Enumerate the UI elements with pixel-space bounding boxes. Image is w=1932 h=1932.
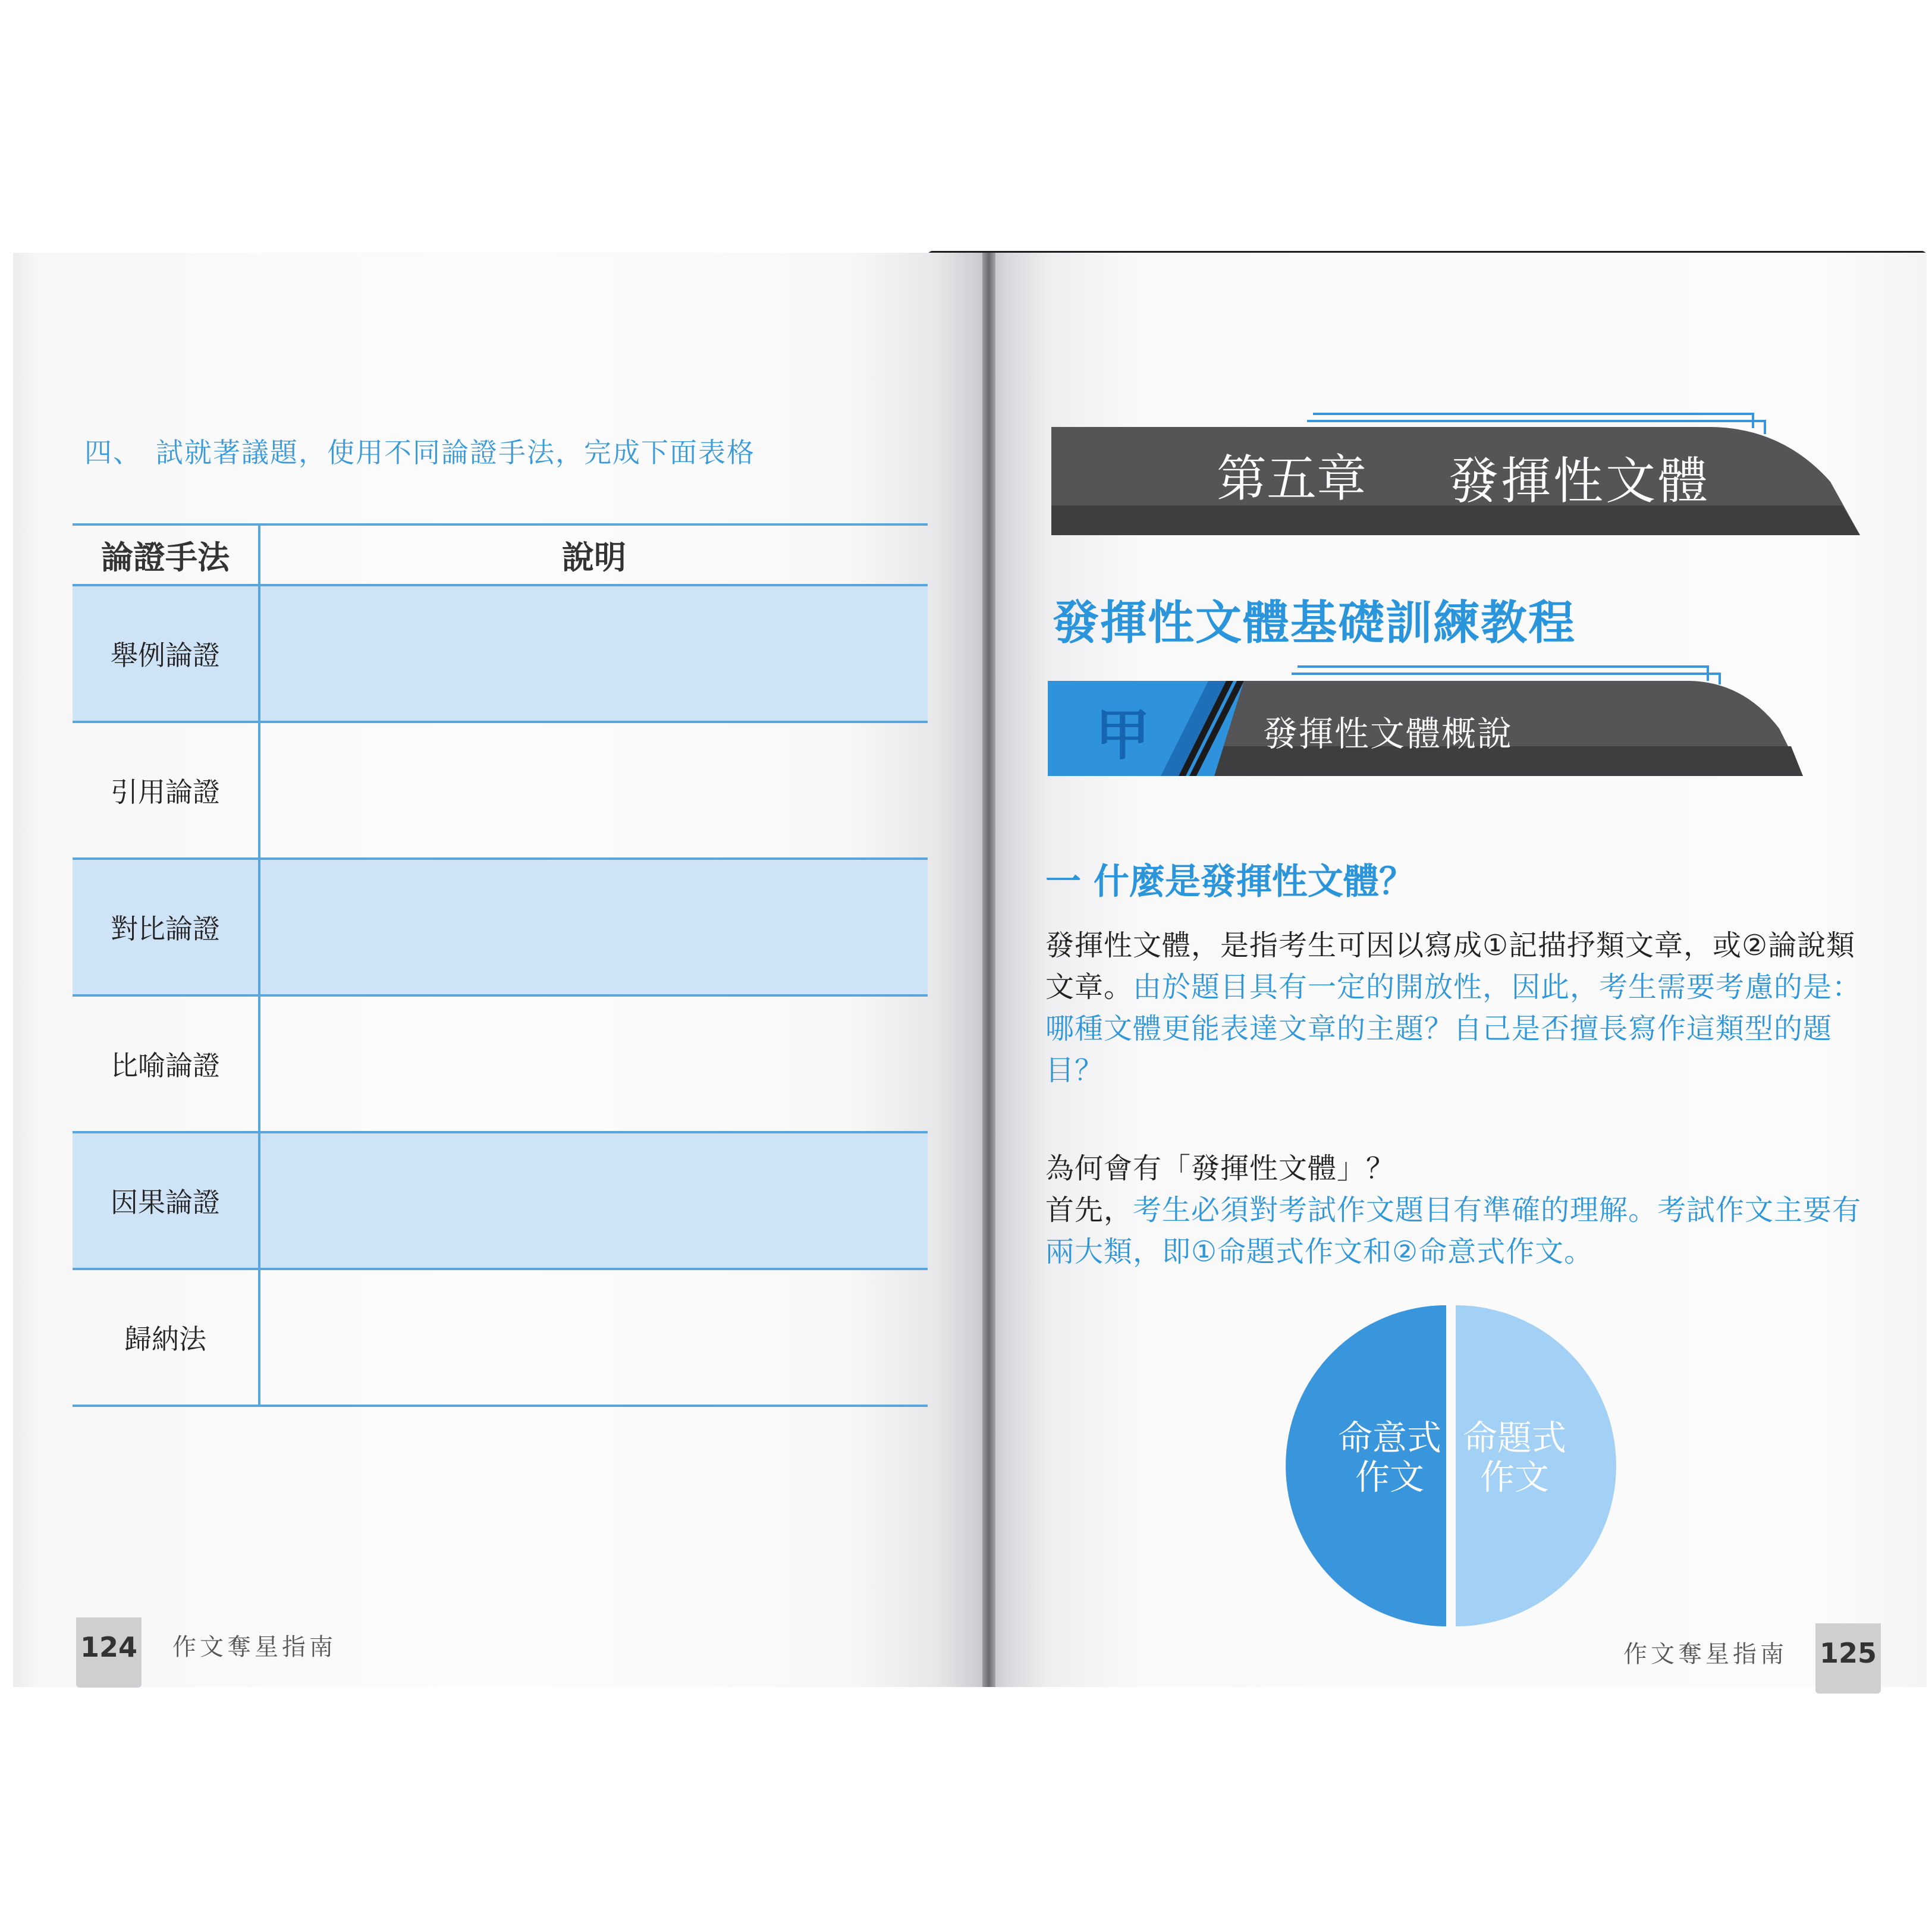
book-gutter	[982, 253, 995, 1687]
definition-paragraph	[1045, 925, 1878, 1091]
reason-paragraph	[1045, 1148, 1878, 1273]
paragraph-highlight: 由於題目具有一定的開放性，因此，考生需要考慮的是：哪種文體更能表達文章的主題？自己是否擅長寫作這類型的題目？	[1045, 970, 1862, 1087]
explanation-cell[interactable]	[259, 995, 928, 1132]
paragraph-text: 發揮性文體，是指考生可因以寫成①記描抒類文章，或②論說類文章。	[1045, 929, 1856, 1004]
pie-label-line: 作文	[1480, 1457, 1550, 1497]
exercise-heading	[84, 431, 755, 470]
explanation-cell[interactable]	[259, 1269, 928, 1406]
explanation-cell[interactable]	[259, 585, 928, 722]
pie-svg	[1284, 1299, 1617, 1632]
chapter-banner	[1051, 410, 1860, 541]
table-row	[73, 722, 928, 859]
pie-label-right	[1463, 1418, 1566, 1497]
argument-methods-table	[73, 523, 928, 1407]
subsection-title: 發揮性文體概說	[1263, 714, 1513, 754]
table-row	[73, 995, 928, 1132]
method-cell: 因果論證	[73, 1132, 259, 1269]
pie-label-line: 命意式	[1338, 1418, 1442, 1458]
question-heading	[1045, 853, 1415, 904]
paragraph-lead: 首先，	[1045, 1193, 1133, 1227]
subsection-banner	[1048, 663, 1803, 782]
section-title: 發揮性文體基礎訓練教程	[1053, 596, 1576, 650]
header-method: 論證手法	[73, 524, 259, 585]
question-text: 什麼是發揮性文體？	[1093, 861, 1415, 903]
pie-label-line: 命題式	[1463, 1418, 1567, 1458]
table-row	[73, 859, 928, 995]
method-cell: 對比論證	[73, 859, 259, 995]
method-cell: 歸納法	[73, 1269, 259, 1406]
explanation-cell[interactable]	[259, 722, 928, 859]
pie-label-line: 作文	[1355, 1457, 1425, 1497]
table-header-row	[73, 524, 928, 585]
left-page-number: 124	[76, 1617, 142, 1688]
explanation-cell[interactable]	[259, 859, 928, 995]
left-book-title: 作文奪星指南	[172, 1633, 337, 1661]
paragraph-question: 為何會有「發揮性文體」？	[1045, 1152, 1396, 1185]
right-book-title: 作文奪星指南	[1623, 1641, 1788, 1668]
chapter-number: 第五章	[1217, 450, 1367, 508]
explanation-cell[interactable]	[259, 1132, 928, 1269]
method-cell: 比喻論證	[73, 995, 259, 1132]
subsection-marker: 甲	[1095, 703, 1151, 767]
paragraph-highlight: 考生必須對考試作文題目有準確的理解。考試作文主要有兩大類，即①命題式作文和②命意式作文。	[1045, 1193, 1862, 1268]
exercise-number: 四、	[84, 436, 142, 469]
table-row	[73, 1132, 928, 1269]
essay-type-pie-chart	[1284, 1299, 1617, 1632]
method-cell: 舉例論證	[73, 585, 259, 722]
table-row	[73, 1269, 928, 1406]
method-cell: 引用論證	[73, 722, 259, 859]
table-row	[73, 585, 928, 722]
chapter-title: 發揮性文體	[1449, 452, 1711, 510]
exercise-instruction: 試就著議題，使用不同論證手法，完成下面表格	[156, 436, 755, 469]
pie-label-left	[1338, 1418, 1441, 1497]
header-explanation: 說明	[259, 524, 928, 585]
question-index: 一	[1045, 861, 1081, 903]
right-page-number: 125	[1815, 1623, 1881, 1694]
